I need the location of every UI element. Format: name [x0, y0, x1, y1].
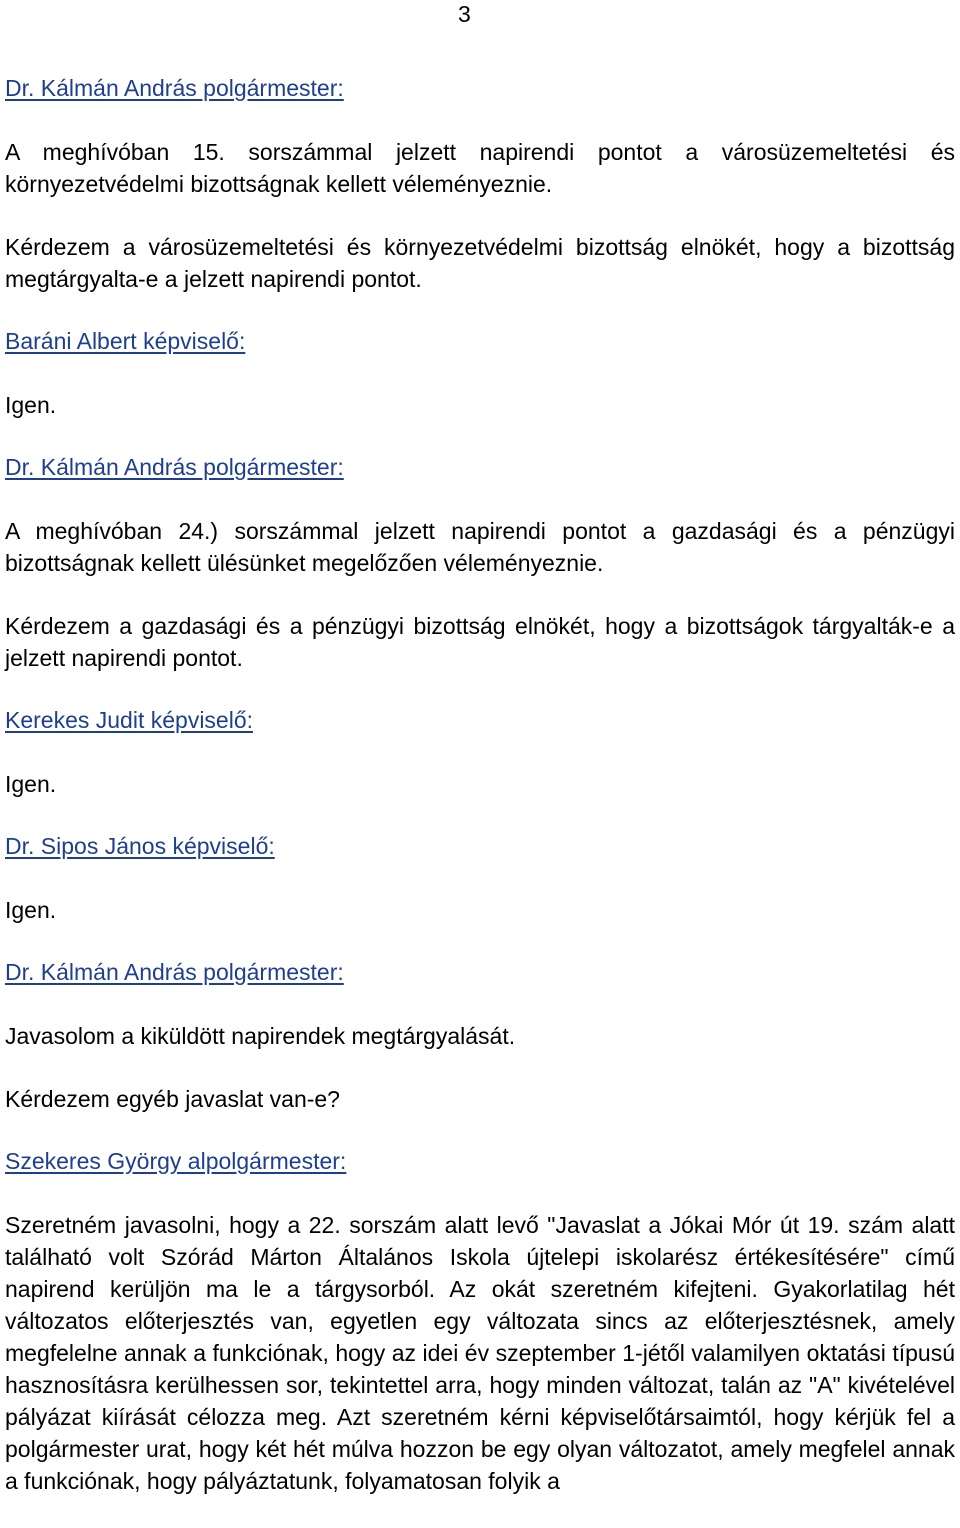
speaker-heading: Dr. Kálmán András polgármester: [5, 454, 344, 480]
paragraph: Szeretném javasolni, hogy a 22. sorszám alatt levő "Javaslat a Jókai Mór út 19. szám alatt található volt Szórád Márton Általános Iskola újtelepi iskolarész értékesítésére" című napirend kerüljön ma le a tárgysorból. Az okát szeretném kifejteni. Gyakorlatilag hét változatos előterjesztés van, egyetlen egy változata sincs az előterjesztésnek, amely megfelelne annak a funkciónak, hogy az idei év szeptember 1-jétől valamilyen oktatási típusú hasznosításra kerülhessen sor, tekintettel arra, hogy minden változat, talán az "A" kivételével pályázat kiírását célozza meg. Azt szeretném kérni képviselőtársaimtól, hogy kérjük fel a polgármester urat, hogy két hét múlva hozzon be egy olyan változatot, amely megfelel annak a funkciónak, hogy pályáztatunk, folyamatosan folyik a [5, 1212, 955, 1494]
speaker-heading: Dr. Kálmán András polgármester: [5, 75, 344, 101]
minutes-body [5, 73, 955, 1528]
paragraph: A meghívóban 15. sorszámmal jelzett napirendi pontot a városüzemeltetési és környezetvédelmi bizottságnak kellett véleményeznie. [5, 139, 955, 197]
paragraph: Javasolom a kiküldött napirendek megtárgyalását. [5, 1023, 516, 1049]
speaker-heading: Kerekes Judit képviselő: [5, 707, 254, 733]
paragraph: Kérdezem egyéb javaslat van-e? [5, 1086, 340, 1112]
paragraph: Igen. [5, 897, 57, 923]
speaker-heading: Dr. Sipos János képviselő: [5, 833, 275, 859]
speaker-heading: Dr. Kálmán András polgármester: [5, 959, 344, 985]
page-number: 3 [458, 1, 471, 27]
paragraph: Kérdezem a gazdasági és a pénzügyi bizottság elnökét, hogy a bizottságok tárgyalták-e a jelzett napirendi pontot. [5, 613, 955, 671]
speaker-heading: Szekeres György alpolgármester: [5, 1148, 347, 1174]
paragraph: Kérdezem a városüzemeltetési és környezetvédelmi bizottság elnökét, hogy a bizottság megtárgyalta-e a jelzett napirendi pontot. [5, 234, 955, 292]
speaker-heading: Baráni Albert képviselő: [5, 328, 246, 354]
paragraph: A meghívóban 24.) sorszámmal jelzett napirendi pontot a gazdasági és a pénzügyi bizottságnak kellett ülésünket megelőzően véleményeznie. [5, 518, 955, 576]
paragraph: Igen. [5, 392, 57, 418]
paragraph: Igen. [5, 771, 57, 797]
